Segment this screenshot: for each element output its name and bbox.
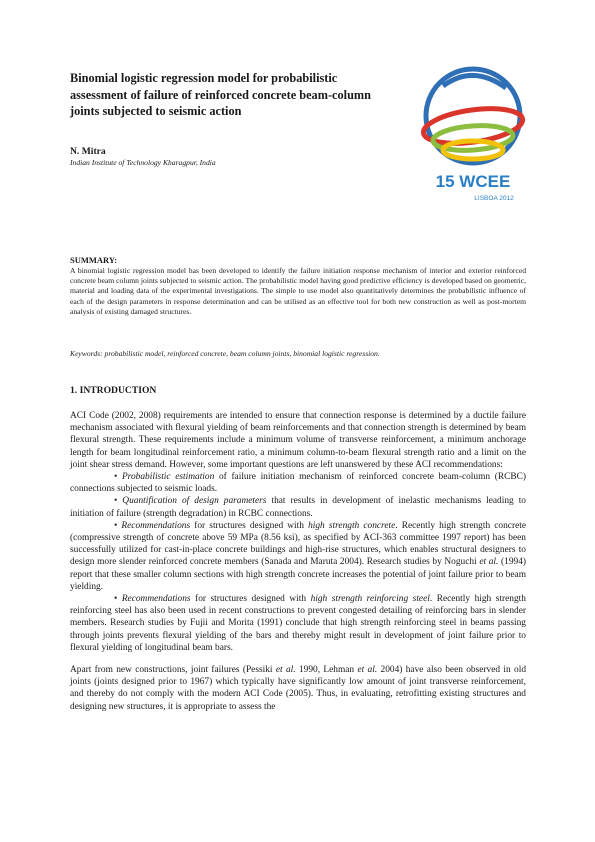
bullet-item: • Probabilistic estimation of failure initiation mechanism of reinforced concrete beam-column (RCBC) connections subjected to seismic loads.	[70, 472, 526, 495]
abstract-text: A binomial logistic regression model has been developed to identify the failure initiation response mechanism of interior and exterior reinforced concrete beam column joints subjected to seismic action. The probabilistic model having good predictive efficiency is developed based on geometric, material and loading data of the experimental investigations. The simple to use model also quantitatively determines the probabilistic influence of each of the design parameters in response determination and can be utilised as an effective tool for both new construction as well as post-mortem analysis of existing damaged structures.	[70, 266, 526, 316]
logo-subtext: LISBOA 2012	[474, 195, 514, 202]
paragraph: Apart from new constructions, joint failures (Pessiki et al. 1990, Lehman et al. 2004) have also been observed in old joints (joints designed prior to 1967) which typically have significantly low amount of joint transverse reinforcement, and thereby do not comply with the modern ACI Code (2005). Thus, in evaluating, retrofitting existing structures and designing new structures, it is appropriate to assess the	[70, 665, 527, 712]
bullet-item: • Recommendations for structures designed with high strength reinforcing steel. Recently high strength reinforcing steel has also been used in recent constructions to prevent congested detailing of reinforcing bars in slender members. Research studies by Fujii and Morita (1991) conclude that high strength reinforcing steel in beams passing through joints prevents flexural yielding of the bars and thereby might result in development of joint failure prior to flexural yielding of longitudinal beam bars.	[70, 594, 526, 653]
paper-title: Binomial logistic regression model for probabilistic assessment of failure of reinforced concrete beam-column joints subjected to seismic action	[70, 71, 371, 118]
keywords: Keywords: probabilistic model, reinforced concrete, beam column joints, binomial logistic regression.	[70, 349, 380, 358]
section-heading: 1. INTRODUCTION	[70, 385, 157, 396]
body-text	[70, 410, 526, 713]
author-name: N. Mitra	[70, 146, 106, 157]
bullet-item: • Quantification of design parameters that results in development of inelastic mechanisms leading to initiation of failure (strength degradation) in RCBC connections.	[70, 496, 526, 519]
paragraph: ACI Code (2002, 2008) requirements are intended to ensure that connection response is determined by a ductile failure mechanism associated with flexural yielding of beam reinforcements and that connection strength is determined by beam flexural strength. These requirements include a minimum volume of transverse reinforcement, a minimum anchorage length for beam longitudinal reinforcement ratio, a minimum column-to-beam flexural strength ratio and a limit on the joint shear stress demand. However, some important questions are left unanswered by these ACI recommendations:	[70, 411, 526, 470]
wcee-logo	[418, 66, 528, 206]
bullet-item: • Recommendations for structures designed with high strength concrete. Recently high strength concrete (compressive strength of concrete above 59 MPa (8.56 ksi), as specified by ACI-363 committee 1997 report) has been successfully utilized for cast-in-place concrete buildings and high-rise structures, which enables structural designers to design more slender reinforced concrete members (Sanada and Maruta 2004). Research studies by Noguchi et al. (1994) report that these smaller column sections with high strength concrete increases the potential of joint failure prior to beam yielding.	[70, 520, 527, 592]
author-affiliation: Indian Institute of Technology Kharagpur, India	[70, 158, 216, 167]
summary-heading: SUMMARY:	[70, 255, 118, 265]
logo-text: 15 WCEE	[435, 172, 511, 191]
